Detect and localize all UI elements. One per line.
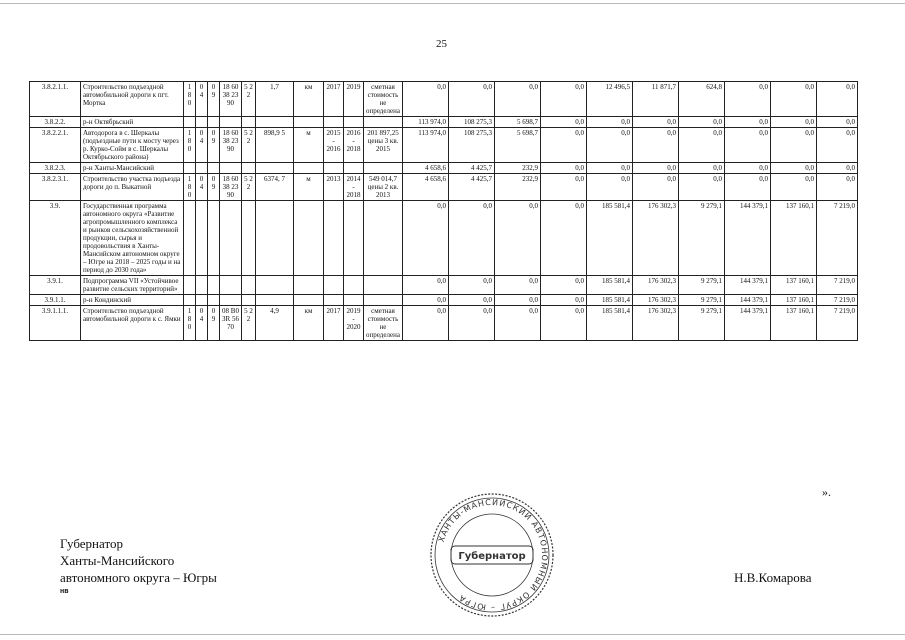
cell-v3: 5 698,7 xyxy=(495,117,541,128)
cell-v7: 0,0 xyxy=(679,163,725,174)
cell-v4: 0,0 xyxy=(541,201,587,276)
seal-center-text: Губернатор xyxy=(458,551,526,562)
cell-v6: 0,0 xyxy=(633,128,679,163)
cell-v7: 0,0 xyxy=(679,117,725,128)
cell-k3 xyxy=(208,163,220,174)
cell-k2 xyxy=(196,295,208,306)
cell-v3: 0,0 xyxy=(495,82,541,117)
cell-k2: 0 4 xyxy=(196,306,208,341)
cell-k2 xyxy=(196,163,208,174)
cell-k3 xyxy=(208,117,220,128)
cell-unit xyxy=(294,163,324,174)
cell-v3: 0,0 xyxy=(495,295,541,306)
cell-v9: 137 160,1 xyxy=(771,306,817,341)
cell-cost xyxy=(364,163,403,174)
cell-v10: 0,0 xyxy=(817,174,858,201)
cell-name: Государственная программа автономного округа «Развитие агропромышленного комплекса и рынков сельскохозяйственной продукции, сырья и продовольствия в Ханты-Мансийском автономном округе – Югре на 2018 – 2025 годы и на период до 2030 года» xyxy=(81,201,184,276)
signature-title xyxy=(60,535,217,586)
cell-v5: 0,0 xyxy=(587,163,633,174)
cell-v5: 185 581,4 xyxy=(587,295,633,306)
cell-k4 xyxy=(220,295,242,306)
cell-v4: 0,0 xyxy=(541,174,587,201)
cell-unit xyxy=(294,117,324,128)
cell-v8: 144 379,1 xyxy=(725,306,771,341)
cell-v3: 5 698,7 xyxy=(495,128,541,163)
cell-y1 xyxy=(324,276,344,295)
cell-v8: 144 379,1 xyxy=(725,276,771,295)
cell-v8: 144 379,1 xyxy=(725,295,771,306)
cell-k1 xyxy=(184,117,196,128)
cell-k1: 1 8 0 xyxy=(184,174,196,201)
cell-y2 xyxy=(344,295,364,306)
table-row xyxy=(30,201,858,276)
cell-v2: 0,0 xyxy=(449,295,495,306)
cell-v5: 0,0 xyxy=(587,117,633,128)
cell-v10: 7 219,0 xyxy=(817,295,858,306)
cell-cost: сметная стоимость не определена xyxy=(364,306,403,341)
cell-v7: 0,0 xyxy=(679,128,725,163)
cell-v5: 12 496,5 xyxy=(587,82,633,117)
cell-v8: 0,0 xyxy=(725,82,771,117)
table-body xyxy=(30,82,858,341)
cell-v2: 0,0 xyxy=(449,82,495,117)
cell-code: 3.9.1.1.1. xyxy=(30,306,81,341)
cell-v1: 113 974,0 xyxy=(403,128,449,163)
cell-unit: м xyxy=(294,128,324,163)
cell-cap: 898,9 5 xyxy=(256,128,294,163)
cell-v3: 0,0 xyxy=(495,276,541,295)
cell-code: 3.9.1. xyxy=(30,276,81,295)
cell-v9: 0,0 xyxy=(771,163,817,174)
cell-code: 3.8.2.2. xyxy=(30,117,81,128)
cell-v5: 185 581,4 xyxy=(587,276,633,295)
cell-y1 xyxy=(324,201,344,276)
cell-v7: 9 279,1 xyxy=(679,201,725,276)
cell-y2: 2019 - 2020 xyxy=(344,306,364,341)
signature-initials: нв xyxy=(60,588,69,595)
cell-k4: 08 В0 3R 56 70 xyxy=(220,306,242,341)
cell-name: Строительство подъездной автомобильной дороги к с. Ямки xyxy=(81,306,184,341)
cell-k4: 18 60 38 23 90 xyxy=(220,82,242,117)
cell-v5: 0,0 xyxy=(587,128,633,163)
cell-cap xyxy=(256,276,294,295)
cell-y1 xyxy=(324,117,344,128)
cell-v9: 137 160,1 xyxy=(771,201,817,276)
cell-k5 xyxy=(242,117,256,128)
table-row xyxy=(30,128,858,163)
cell-y2 xyxy=(344,163,364,174)
cell-code: 3.8.2.2.1. xyxy=(30,128,81,163)
cell-k3: 0 9 xyxy=(208,128,220,163)
cell-unit xyxy=(294,295,324,306)
cell-v4: 0,0 xyxy=(541,163,587,174)
cell-v8: 0,0 xyxy=(725,128,771,163)
cell-k4 xyxy=(220,163,242,174)
budget-table xyxy=(29,81,858,341)
cell-k5 xyxy=(242,276,256,295)
cell-cost: сметная стоимость не определена xyxy=(364,82,403,117)
cell-v1: 4 658,6 xyxy=(403,163,449,174)
table-row xyxy=(30,174,858,201)
cell-v1: 0,0 xyxy=(403,295,449,306)
cell-v6: 0,0 xyxy=(633,163,679,174)
cell-y1: 2015 - 2016 xyxy=(324,128,344,163)
cell-v4: 0,0 xyxy=(541,295,587,306)
cell-v10: 7 219,0 xyxy=(817,276,858,295)
cell-k3 xyxy=(208,295,220,306)
cell-v7: 9 279,1 xyxy=(679,295,725,306)
cell-name: р-н Ханты-Мансийский xyxy=(81,163,184,174)
signature-line-1: Губернатор xyxy=(60,536,123,551)
cell-cost xyxy=(364,295,403,306)
bottom-scan-edge xyxy=(0,634,905,635)
cell-v3: 0,0 xyxy=(495,201,541,276)
cell-v5: 185 581,4 xyxy=(587,201,633,276)
cell-name: Строительство участка подъезда дороги до п. Выкатной xyxy=(81,174,184,201)
cell-v6: 11 871,7 xyxy=(633,82,679,117)
cell-cost: 549 014,7 цены 2 кв. 2013 xyxy=(364,174,403,201)
cell-v10: 7 219,0 xyxy=(817,306,858,341)
cell-v10: 0,0 xyxy=(817,163,858,174)
cell-v4: 0,0 xyxy=(541,128,587,163)
cell-v3: 232,9 xyxy=(495,163,541,174)
signature-name: Н.В.Комарова xyxy=(734,570,812,585)
cell-v4: 0,0 xyxy=(541,117,587,128)
cell-v4: 0,0 xyxy=(541,306,587,341)
cell-k2: 0 4 xyxy=(196,82,208,117)
cell-k2: 0 4 xyxy=(196,128,208,163)
cell-cost xyxy=(364,117,403,128)
cell-v6: 176 302,3 xyxy=(633,201,679,276)
cell-cap xyxy=(256,117,294,128)
cell-v7: 0,0 xyxy=(679,174,725,201)
cell-k2: 0 4 xyxy=(196,174,208,201)
cell-k4: 18 60 38 23 90 xyxy=(220,128,242,163)
cell-v1: 113 974,0 xyxy=(403,117,449,128)
cell-y1 xyxy=(324,295,344,306)
cell-k5 xyxy=(242,163,256,174)
cell-k3: 0 9 xyxy=(208,306,220,341)
cell-v1: 0,0 xyxy=(403,82,449,117)
cell-name: р-н Октябрьский xyxy=(81,117,184,128)
cell-cap: 6374, 7 xyxy=(256,174,294,201)
cell-v8: 0,0 xyxy=(725,174,771,201)
cell-v8: 144 379,1 xyxy=(725,201,771,276)
closing-quote: ». xyxy=(822,485,831,499)
cell-v10: 0,0 xyxy=(817,117,858,128)
cell-v7: 624,8 xyxy=(679,82,725,117)
cell-v3: 0,0 xyxy=(495,306,541,341)
cell-cap xyxy=(256,295,294,306)
cell-cap: 4,9 xyxy=(256,306,294,341)
cell-y2: 2016 - 2018 xyxy=(344,128,364,163)
cell-code: 3.8.2.3. xyxy=(30,163,81,174)
cell-v5: 185 581,4 xyxy=(587,306,633,341)
cell-v10: 0,0 xyxy=(817,82,858,117)
cell-cap: 1,7 xyxy=(256,82,294,117)
cell-v3: 232,9 xyxy=(495,174,541,201)
cell-v1: 0,0 xyxy=(403,201,449,276)
cell-k4 xyxy=(220,201,242,276)
cell-v6: 176 302,3 xyxy=(633,295,679,306)
cell-y2 xyxy=(344,201,364,276)
cell-k3 xyxy=(208,276,220,295)
cell-v9: 0,0 xyxy=(771,128,817,163)
cell-y1: 2013 xyxy=(324,174,344,201)
seal-ring-text: ХАНТЫ-МАНСИЙСКИЙ АВТОНОМНЫЙ ОКРУГ – ЮГРА xyxy=(436,497,550,613)
table-row xyxy=(30,117,858,128)
cell-v9: 0,0 xyxy=(771,174,817,201)
cell-y1 xyxy=(324,163,344,174)
cell-k2 xyxy=(196,117,208,128)
page-number: 25 xyxy=(436,38,447,50)
cell-k5: 5 2 2 xyxy=(242,306,256,341)
cell-cost xyxy=(364,276,403,295)
cell-v6: 0,0 xyxy=(633,174,679,201)
cell-v9: 0,0 xyxy=(771,117,817,128)
cell-v8: 0,0 xyxy=(725,117,771,128)
cell-y1: 2017 xyxy=(324,306,344,341)
cell-v5: 0,0 xyxy=(587,174,633,201)
cell-v9: 137 160,1 xyxy=(771,295,817,306)
cell-k5 xyxy=(242,201,256,276)
cell-cost xyxy=(364,201,403,276)
cell-v2: 4 425,7 xyxy=(449,163,495,174)
cell-v2: 108 275,3 xyxy=(449,117,495,128)
cell-unit: км xyxy=(294,82,324,117)
cell-v10: 0,0 xyxy=(817,128,858,163)
cell-code: 3.9.1.1. xyxy=(30,295,81,306)
top-scan-edge xyxy=(0,3,905,4)
cell-v9: 0,0 xyxy=(771,82,817,117)
cell-k1 xyxy=(184,201,196,276)
cell-k2 xyxy=(196,276,208,295)
cell-k1: 1 8 0 xyxy=(184,128,196,163)
cell-v2: 0,0 xyxy=(449,306,495,341)
cell-unit: км xyxy=(294,306,324,341)
cell-k4: 18 60 38 23 90 xyxy=(220,174,242,201)
cell-v6: 0,0 xyxy=(633,117,679,128)
cell-k5: 5 2 2 xyxy=(242,82,256,117)
cell-k1 xyxy=(184,163,196,174)
cell-code: 3.9. xyxy=(30,201,81,276)
cell-k2 xyxy=(196,201,208,276)
cell-v2: 0,0 xyxy=(449,276,495,295)
cell-v2: 4 425,7 xyxy=(449,174,495,201)
cell-k3: 0 9 xyxy=(208,174,220,201)
table-row xyxy=(30,306,858,341)
cell-v6: 176 302,3 xyxy=(633,276,679,295)
cell-v10: 7 219,0 xyxy=(817,201,858,276)
cell-v1: 0,0 xyxy=(403,306,449,341)
cell-name: Строительство подъездной автомобильной дороги к пгт. Мортка xyxy=(81,82,184,117)
signature-line-3: автономного округа – Югры xyxy=(60,570,217,585)
cell-v4: 0,0 xyxy=(541,276,587,295)
table-row xyxy=(30,163,858,174)
cell-v4: 0,0 xyxy=(541,82,587,117)
cell-y2: 2014 - 2018 xyxy=(344,174,364,201)
cell-v1: 0,0 xyxy=(403,276,449,295)
cell-k5: 5 2 2 xyxy=(242,174,256,201)
cell-code: 3.8.2.1.1. xyxy=(30,82,81,117)
cell-name: р-н Кондинский xyxy=(81,295,184,306)
cell-k4 xyxy=(220,276,242,295)
table-row xyxy=(30,295,858,306)
table-row xyxy=(30,276,858,295)
cell-k1 xyxy=(184,295,196,306)
cell-unit: м xyxy=(294,174,324,201)
table-row xyxy=(30,82,858,117)
cell-k5: 5 2 2 xyxy=(242,128,256,163)
cell-k1 xyxy=(184,276,196,295)
cell-y2: 2019 xyxy=(344,82,364,117)
cell-k1: 1 8 0 xyxy=(184,82,196,117)
cell-cap xyxy=(256,201,294,276)
cell-name: Автодорога в с. Шеркалы (подъездные пути к мосту через р. Курко-Сойм в с. Шеркалы Октябрьского района) xyxy=(81,128,184,163)
cell-v2: 108 275,3 xyxy=(449,128,495,163)
cell-v8: 0,0 xyxy=(725,163,771,174)
cell-cost: 201 897,25 цены 3 кв. 2015 xyxy=(364,128,403,163)
cell-v2: 0,0 xyxy=(449,201,495,276)
cell-v7: 9 279,1 xyxy=(679,306,725,341)
cell-name: Подпрограмма VII «Устойчивое развитие сельских территорий» xyxy=(81,276,184,295)
cell-y1: 2017 xyxy=(324,82,344,117)
cell-v6: 176 302,3 xyxy=(633,306,679,341)
cell-k3 xyxy=(208,201,220,276)
cell-y2 xyxy=(344,117,364,128)
cell-v7: 9 279,1 xyxy=(679,276,725,295)
cell-unit xyxy=(294,201,324,276)
cell-k4 xyxy=(220,117,242,128)
cell-k1: 1 8 0 xyxy=(184,306,196,341)
cell-code: 3.8.2.3.1. xyxy=(30,174,81,201)
official-seal xyxy=(427,490,557,620)
signature-line-2: Ханты-Мансийского xyxy=(60,553,175,568)
cell-y2 xyxy=(344,276,364,295)
cell-k3: 0 9 xyxy=(208,82,220,117)
cell-cap xyxy=(256,163,294,174)
cell-k5 xyxy=(242,295,256,306)
cell-unit xyxy=(294,276,324,295)
cell-v9: 137 160,1 xyxy=(771,276,817,295)
cell-v1: 4 658,6 xyxy=(403,174,449,201)
